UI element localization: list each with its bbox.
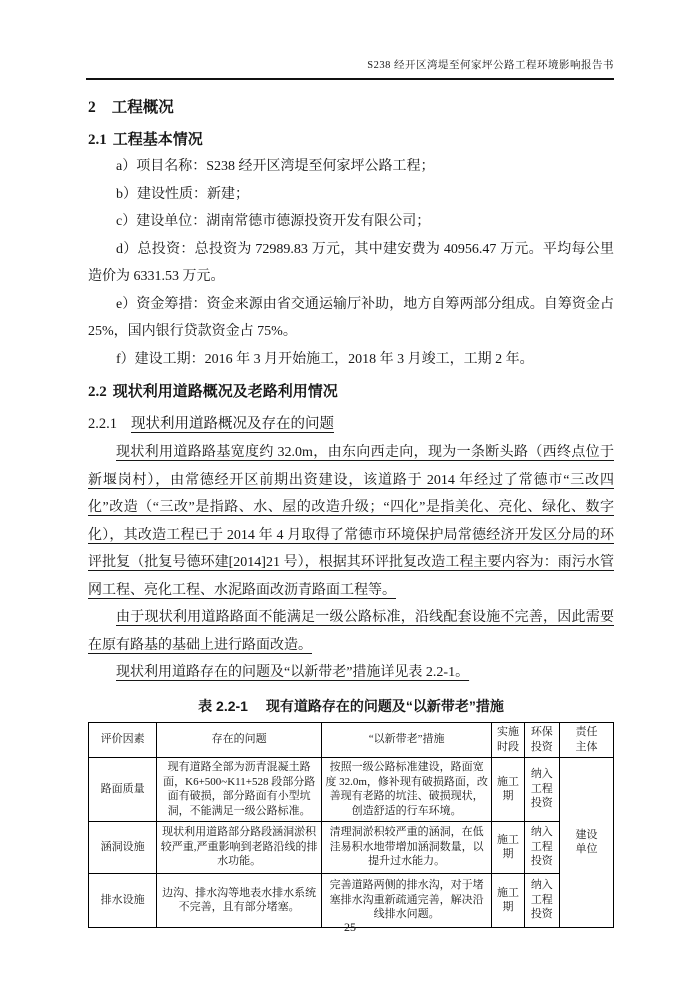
cell-period-culvert: 施工期	[492, 821, 525, 873]
cell-problem-drainage: 边沟、排水沟等地表水排水系统不完善，且有部分堵塞。	[157, 873, 322, 927]
cell-period-pavement: 施工期	[492, 757, 525, 821]
col-header-period: 实施时段	[492, 722, 525, 757]
list-item-e: e）资金筹措：资金来源由省交通运输厅补助，地方自筹两部分组成。自筹资金占25%，国内银行贷款资金占 75%。	[88, 296, 614, 339]
paragraph-road-reconstruction: 由于现状利用道路路面不能满足一级公路标准，沿线配套设施不完善，因此需要在原有路基的基础上进行路面改造。	[88, 610, 614, 653]
list-item-c: c）建设单位：湖南常德市德源投资开发有限公司；	[116, 214, 431, 229]
section-2-2-1-title: 现状利用道路概况及存在的问题	[131, 416, 334, 432]
list-item-a: a）项目名称：S238 经开区湾堤至何家坪公路工程；	[116, 159, 435, 174]
section-2-1-heading	[88, 127, 614, 153]
section-2-1-title: 工程基本情况	[112, 131, 203, 148]
col-header-measure: “以新带老”措施	[322, 722, 492, 757]
section-2-1-number: 2.1	[88, 132, 107, 148]
table-header-row	[89, 722, 614, 757]
cell-investment-culvert: 纳入工程投资	[524, 821, 559, 873]
running-header	[86, 0, 614, 80]
col-header-responsible: 责任主体	[559, 722, 613, 757]
col-header-investment: 环保投资	[524, 722, 559, 757]
cell-responsible-party: 建设单位	[559, 757, 613, 927]
col-header-problem: 存在的问题	[157, 722, 322, 757]
table-row-pavement	[89, 757, 614, 821]
page-number: 25	[344, 920, 356, 934]
page-content	[88, 95, 614, 928]
cell-factor-pavement: 路面质量	[89, 757, 157, 821]
cell-period-drainage: 施工期	[492, 873, 525, 927]
section-2-2-1-heading	[88, 411, 614, 437]
table-caption: 表 2.2-1 现有道路存在的问题及“以新带老”措施	[198, 697, 504, 714]
cell-problem-culvert: 现状利用道路部分路段涵洞淤积较严重,严重影响到老路沿线的排水功能。	[157, 821, 322, 873]
paragraph-road-overview: 现状利用道路路基宽度约 32.0m，由东向西走向，现为一条断头路（西终点位于新堰岗村），由常德经开区前期出资建设，该道路于 2014 年经过了常德市“三改四化”改造（“三改”是指路、水、屋的改造升级；“四化”是指美化、亮化、绿化、数字化），其改造工程已于 2014 年 4 月取得了常德市环境保护局常德经济开发区分局的环评批复（批复号德环建[2014]21 号），根据其环评批复改造工程主要内容为：雨污水管网工程、亮化工程、水泥路面改沥青路面工程等。	[88, 445, 614, 598]
cell-factor-culvert: 涵洞设施	[89, 821, 157, 873]
list-item-f: f）建设工期：2016 年 3 月开始施工，2018 年 3 月竣工，工期 2 年。	[116, 351, 534, 367]
chapter-title: 工程概况	[111, 99, 174, 116]
paragraph-table-reference: 现状利用道路存在的问题及“以新带老”措施详见表 2.2-1。	[116, 665, 470, 680]
cell-measure-drainage: 完善道路两侧的排水沟，对于堵塞排水沟重新疏通完善，解决沿线排水问题。	[322, 873, 492, 927]
chapter-heading	[88, 95, 614, 121]
chapter-number: 2	[88, 99, 96, 116]
cell-investment-drainage: 纳入工程投资	[524, 873, 559, 927]
col-header-factor: 评价因素	[89, 722, 157, 757]
section-2-2-title: 现状利用道路概况及老路利用情况	[112, 383, 338, 400]
section-2-2-number: 2.2	[88, 384, 107, 400]
measures-table	[88, 722, 614, 928]
list-item-d: d）总投资：总投资为 72989.83 万元，其中建安费为 40956.47 万元。平均每公里造价为 6331.53 万元。	[88, 241, 614, 284]
list-item-b: b）建设性质：新建；	[116, 186, 249, 202]
section-2-2-1-number: 2.2.1	[88, 416, 117, 432]
cell-problem-pavement: 现有道路全部为沥青混凝土路面，K6+500~K11+528 段部分路面有破损，部分路面有小型坑洞，不能满足一级公路标准。	[157, 757, 322, 821]
cell-measure-pavement: 按照一级公路标准建设，路面宽度 32.0m，修补现有破损路面，改善现有老路的坑洼、破损现状，创造舒适的行车环境。	[322, 757, 492, 821]
table-row-drainage	[89, 873, 614, 927]
section-2-2-heading	[88, 379, 614, 405]
cell-investment-pavement: 纳入工程投资	[524, 757, 559, 821]
cell-measure-culvert: 清理洞淤积较严重的涵洞，在低洼易积水地带增加涵洞数量，以提升过水能力。	[322, 821, 492, 873]
running-header-title: S238 经开区湾堤至何家坪公路工程环境影响报告书	[367, 60, 614, 71]
table-row-culvert	[89, 821, 614, 873]
cell-factor-drainage: 排水设施	[89, 873, 157, 927]
